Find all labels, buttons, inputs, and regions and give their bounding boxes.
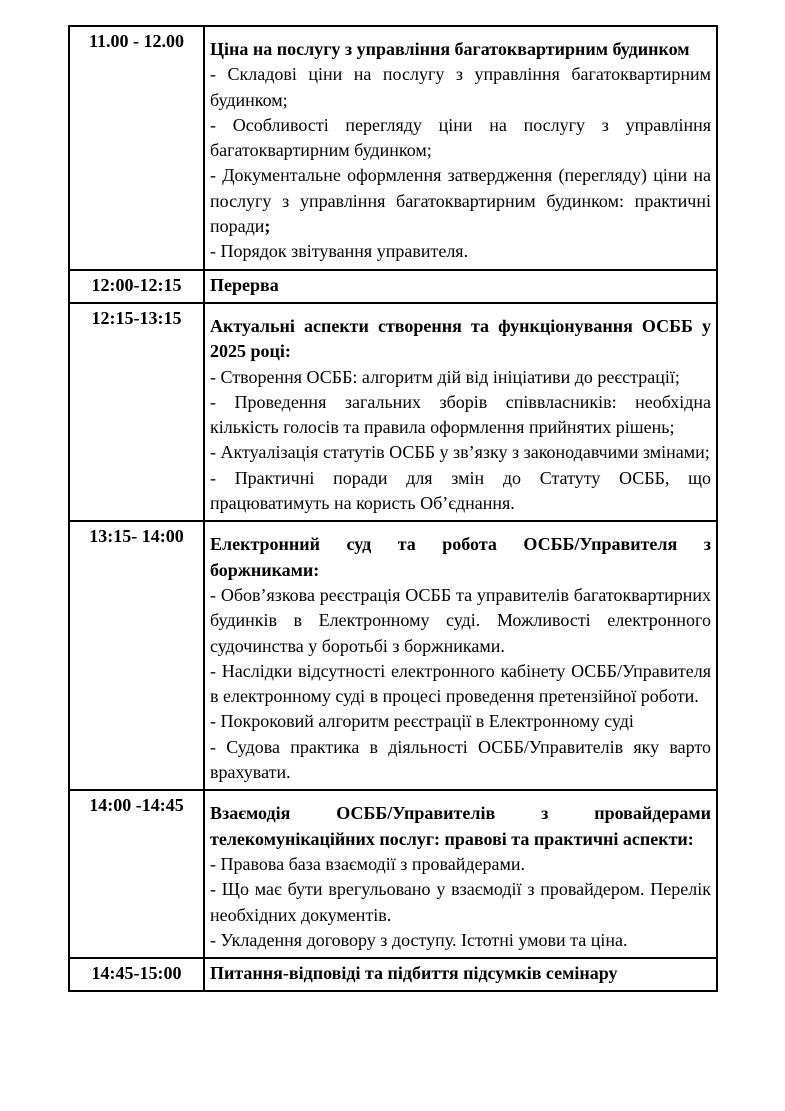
agenda-item (210, 466, 711, 517)
time-cell: 12:15-13:15 (69, 303, 204, 521)
text-segment: - Порядок звітування управителя. (210, 241, 469, 262)
table-row (69, 270, 717, 303)
agenda-item (210, 163, 711, 239)
agenda-item (210, 877, 711, 928)
session-title (210, 314, 711, 365)
schedule-table (68, 25, 718, 992)
text-segment: - Практичні поради для змін до Статуту ОСББ, що працюватимуть на користь Об’єднання. (210, 467, 711, 514)
session-title (210, 801, 711, 852)
agenda-item (210, 113, 711, 164)
agenda-item (210, 62, 711, 113)
table-row (69, 958, 717, 991)
text-segment: Актуальні аспекти створення та функціонування ОСББ у 2025 році: (210, 315, 711, 362)
schedule-table-body (69, 26, 717, 991)
content-cell (204, 26, 717, 270)
table-row (69, 790, 717, 958)
text-segment: - Документальне оформлення затвердження (перегляду) ціни на послугу з управління багатоквартирним будинком: практичні поради (210, 165, 711, 237)
time-cell: 11.00 - 12.00 (69, 26, 204, 270)
text-segment: - Обов’язкова реєстрація ОСББ та управителів багатоквартирних будинків в Електронному суді. Можливості електронного судочинства у боротьбі з боржниками. (210, 584, 711, 656)
content-cell (204, 521, 717, 790)
bold-text: ; (264, 216, 271, 237)
text-segment: - Правова база взаємодії з провайдерами. (210, 853, 525, 874)
content-cell (204, 303, 717, 521)
text-segment: - Судова практика в діяльності ОСББ/Управителів яку варто врахувати. (210, 736, 711, 783)
table-row (69, 303, 717, 521)
text-segment: - Створення ОСББ: алгоритм дій від ініціативи до реєстрації; (210, 366, 680, 387)
agenda-item (210, 928, 711, 953)
content-cell (204, 270, 717, 303)
text-segment: Електронний суд та робота ОСББ/Управителя з боржниками: (210, 534, 711, 580)
text-segment: - Наслідки відсутності електронного кабінету ОСББ/Управителя в електронному суді в процесі проведення претензійної роботи. (210, 660, 711, 707)
text-segment: - Особливості перегляду ціни на послугу з управління багатоквартирним будинком; (210, 114, 711, 161)
text-segment: Перерва (210, 274, 279, 295)
agenda-item (210, 239, 711, 264)
text-segment: - Складові ціни на послугу з управління багатоквартирним будинком; (210, 64, 711, 110)
agenda-item (210, 852, 711, 877)
content-cell (204, 790, 717, 958)
agenda-item (210, 365, 711, 390)
text-segment: - Покроковий алгоритм реєстрації в Електронному суді (210, 711, 634, 732)
session-title (210, 532, 711, 583)
agenda-item (210, 390, 711, 441)
session-title (210, 37, 711, 62)
agenda-item (210, 659, 711, 710)
agenda-item (210, 440, 711, 465)
text-segment: - Актуалізація статутів ОСББ у зв’язку з законодавчими змінами; (210, 442, 710, 463)
session-title (210, 961, 711, 986)
text-segment: Взаємодія ОСББ/Управителів з провайдерами телекомунікаційних послуг: правові та практичні аспекти: (210, 803, 711, 849)
text-segment: - Укладення договору з доступу. Істотні умови та ціна. (210, 929, 628, 950)
time-cell: 12:00-12:15 (69, 270, 204, 303)
agenda-item (210, 709, 711, 734)
session-title (210, 273, 711, 298)
text-segment: - Проведення загальних зборів співвласників: необхідна кількість голосів та правила оформлення прийнятих рішень; (210, 391, 711, 438)
table-row (69, 521, 717, 790)
agenda-item (210, 735, 711, 786)
content-cell (204, 958, 717, 991)
text-segment: Ціна на послугу з управління багатоквартирним будинком (210, 39, 690, 59)
text-segment: Питання-відповіді та підбиття підсумків семінару (210, 963, 618, 984)
text-segment: - Що має бути врегульовано у взаємодії з провайдером. Перелік необхідних документів. (210, 879, 711, 925)
table-row (69, 26, 717, 270)
time-cell: 13:15- 14:00 (69, 521, 204, 790)
time-cell: 14:45-15:00 (69, 958, 204, 991)
time-cell: 14:00 -14:45 (69, 790, 204, 958)
agenda-item (210, 583, 711, 659)
